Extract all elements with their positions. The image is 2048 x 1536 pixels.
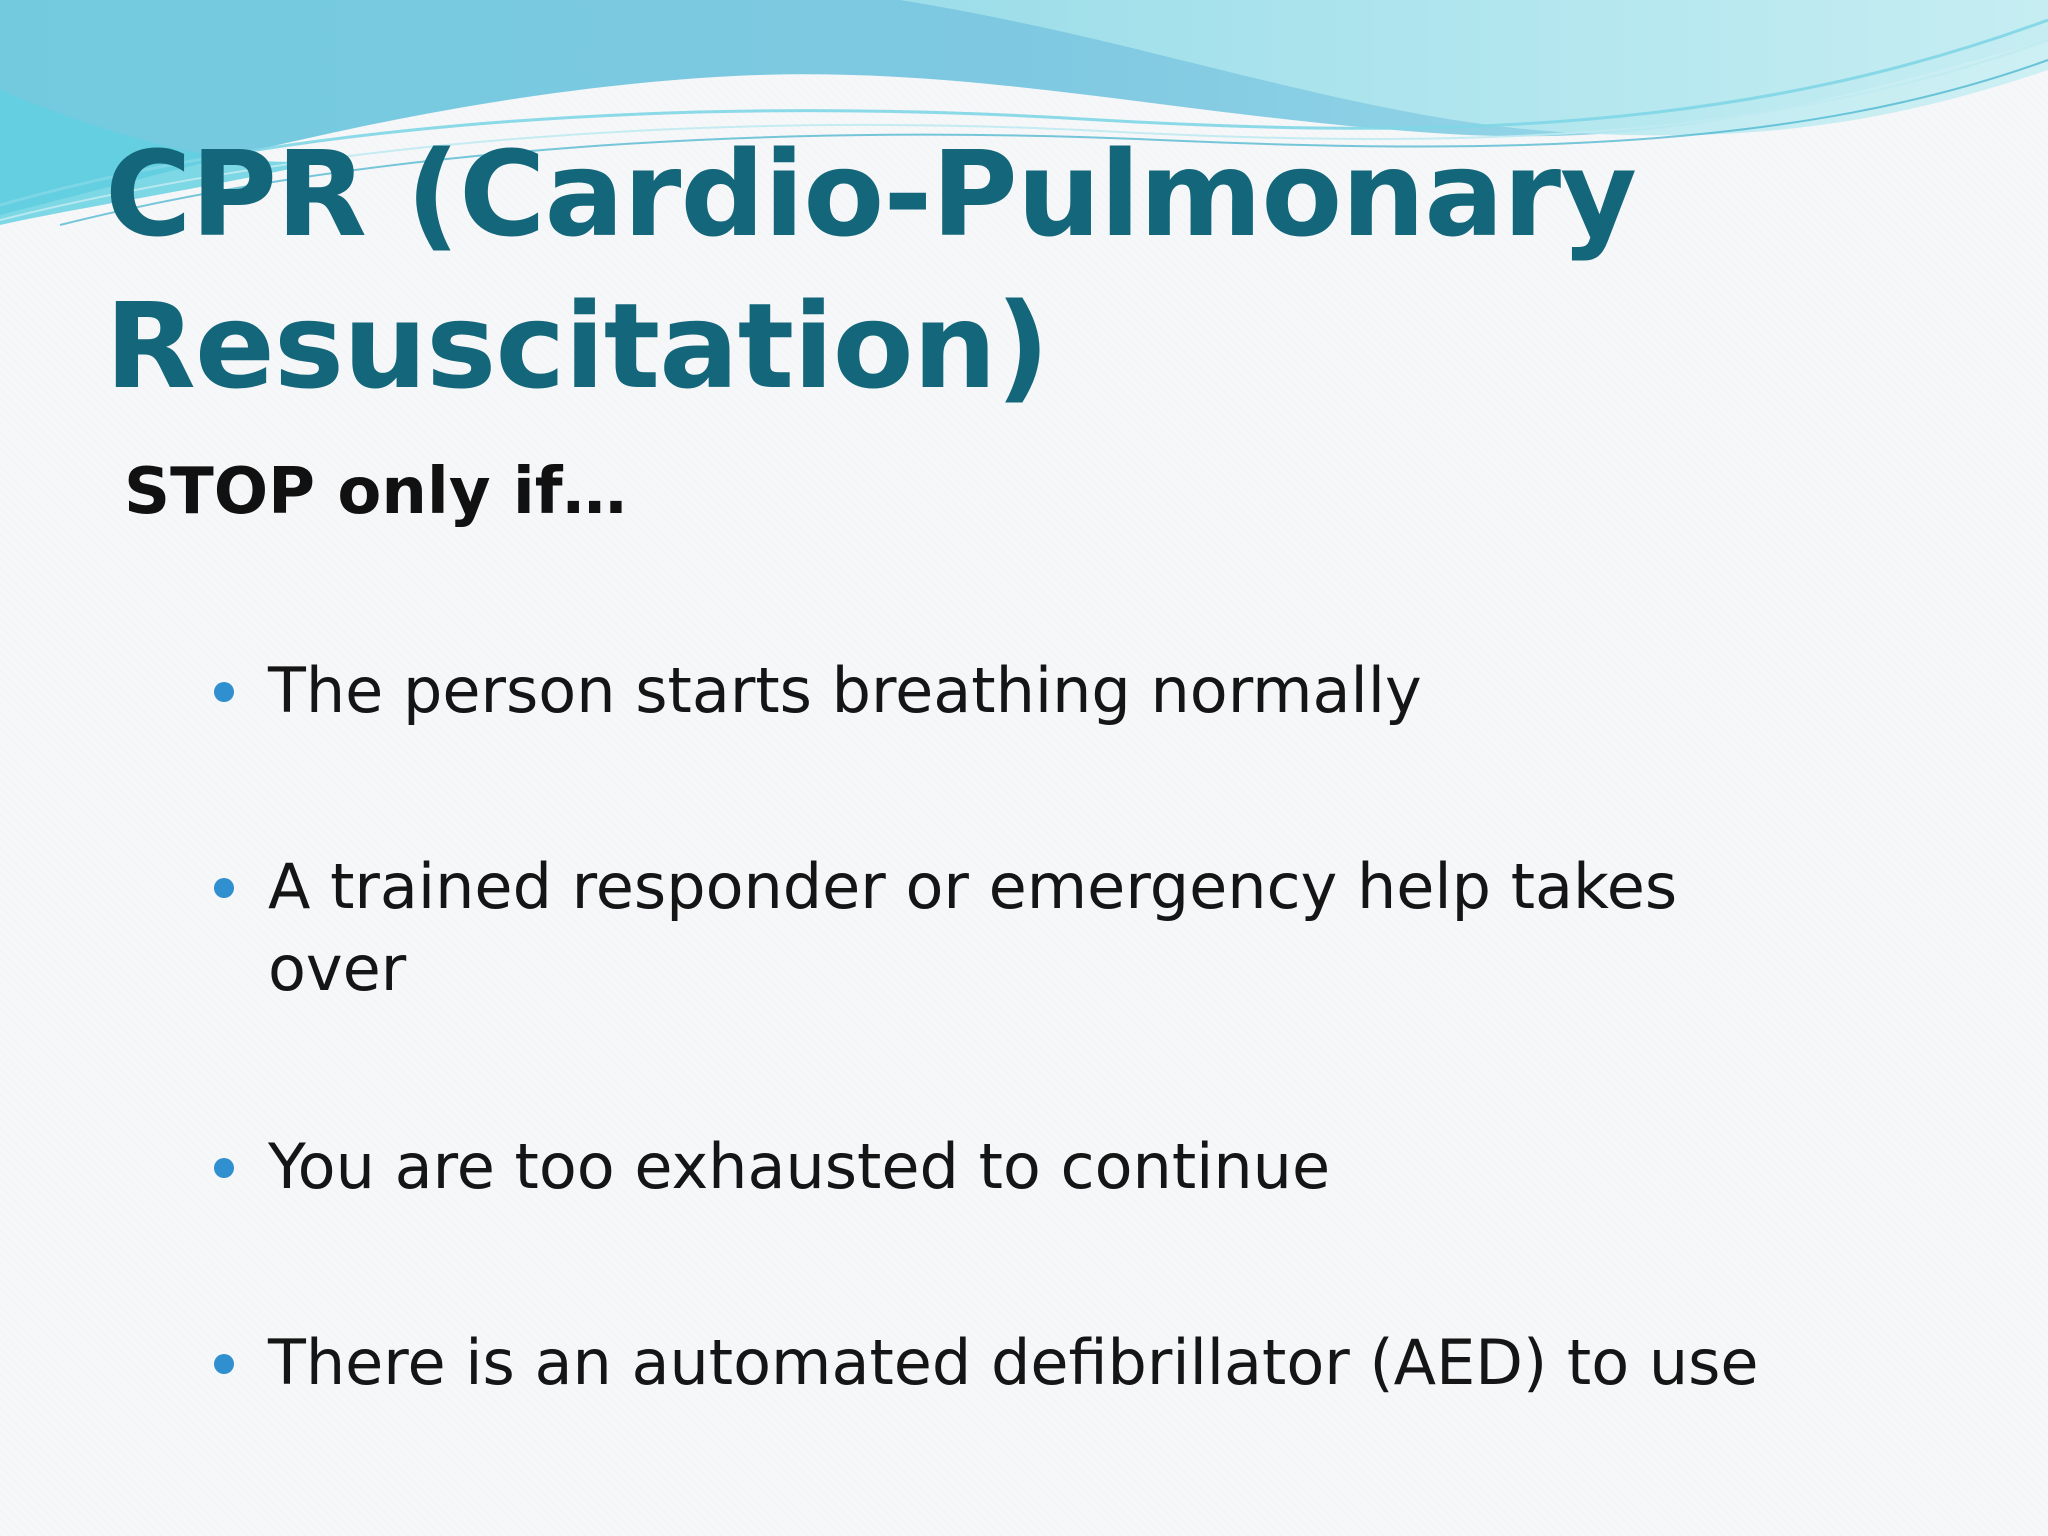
slide-title-line-1: CPR (Cardio-Pulmonary xyxy=(105,125,1637,263)
bullet-item xyxy=(210,1322,1830,1404)
slide-title xyxy=(105,118,1945,422)
bullet-text: You are too exhausted to continue xyxy=(268,1130,1331,1203)
slide-title-line-2: Resuscitation) xyxy=(105,277,1049,415)
bullet-item xyxy=(210,1126,1830,1208)
bullet-text: The person starts breathing normally xyxy=(268,654,1422,727)
bullet-dot-icon xyxy=(214,878,234,898)
bullet-text: There is an automated defibrillator (AED) to use xyxy=(268,1326,1759,1399)
bullet-dot-icon xyxy=(214,1158,234,1178)
bullet-dot-icon xyxy=(214,1354,234,1374)
bullet-item xyxy=(210,650,1830,732)
bullet-dot-icon xyxy=(214,682,234,702)
slide-subtitle: STOP only if… xyxy=(124,455,627,529)
bullet-item xyxy=(210,846,1830,1010)
bullet-text: A trained responder or emergency help takes over xyxy=(268,850,1678,1005)
